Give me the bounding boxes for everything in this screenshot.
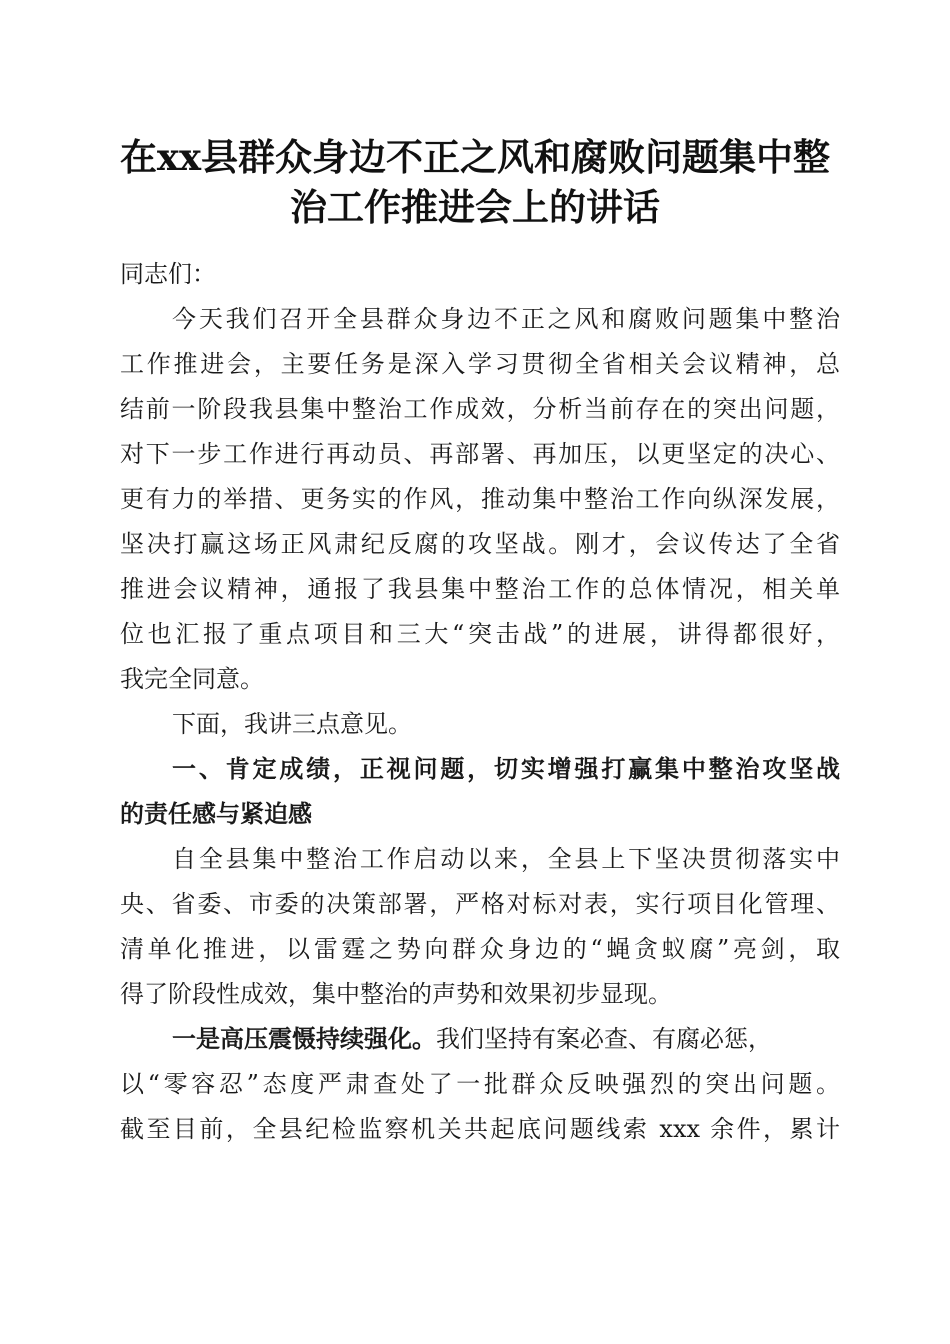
paragraph-line: 今天我们召开全县群众身边不正之风和腐败问题集中整治 xyxy=(172,305,840,333)
point-lead: 一是高压震慑持续强化。 xyxy=(172,1025,436,1053)
point-lead-rest: 我们坚持有案必查、有腐必惩， xyxy=(436,1025,772,1053)
document-body xyxy=(120,252,840,1152)
paragraph-line: 推进会议精神，通报了我县集中整治工作的总体情况，相关单 xyxy=(120,575,840,603)
paragraph-line: 坚决打赢这场正风肃纪反腐的攻坚战。刚才，会议传达了全省 xyxy=(120,530,840,558)
paragraph-line: 结前一阶段我县集中整治工作成效，分析当前存在的突出问题， xyxy=(120,395,840,423)
paragraph-line: 清单化推进，以雷霆之势向群众身边的“蝇贪蚁腐”亮剑，取 xyxy=(120,935,840,963)
paragraph-line: 工作推进会，主要任务是深入学习贯彻全省相关会议精神，总 xyxy=(120,350,840,378)
section-heading-line: 的责任感与紧迫感 xyxy=(120,800,312,828)
section-1-heading xyxy=(120,747,840,837)
transition-line: 下面，我讲三点意见。 xyxy=(172,710,412,738)
point-1-paragraph xyxy=(120,1017,840,1152)
paragraph-line: 以“零容忍”态度严肃查处了一批群众反映强烈的突出问题。 xyxy=(120,1070,840,1098)
paragraph-line: 对下一步工作进行再动员、再部署、再加压，以更坚定的决心、 xyxy=(120,440,840,468)
paragraph-line: 截至目前，全县纪检监察机关共起底问题线索 xxx 余件，累计 xyxy=(120,1115,840,1143)
paragraph-line: 我完全同意。 xyxy=(120,665,264,693)
paragraph-line: 央、省委、市委的决策部署，严格对标对表，实行项目化管理、 xyxy=(120,890,840,918)
page-title xyxy=(100,132,850,232)
intro-paragraph xyxy=(120,297,840,702)
title-line-1: 在xx县群众身边不正之风和腐败问题集中整 xyxy=(119,135,831,179)
section-heading-line: 一、肯定成绩，正视问题，切实增强打赢集中整治攻坚战 xyxy=(172,755,840,783)
paragraph-line xyxy=(120,1017,840,1062)
title-line-2: 治工作推进会上的讲话 xyxy=(290,185,660,229)
paragraph-line: 位也汇报了重点项目和三大“突击战”的进展，讲得都很好， xyxy=(120,620,840,648)
section-1-paragraph xyxy=(120,837,840,1017)
paragraph-line: 得了阶段性成效，集中整治的声势和效果初步显现。 xyxy=(120,980,672,1008)
paragraph-line: 更有力的举措、更务实的作风，推动集中整治工作向纵深发展， xyxy=(120,485,840,513)
salutation: 同志们： xyxy=(120,260,216,288)
paragraph-line: 自全县集中整治工作启动以来，全县上下坚决贯彻落实中 xyxy=(172,845,840,873)
